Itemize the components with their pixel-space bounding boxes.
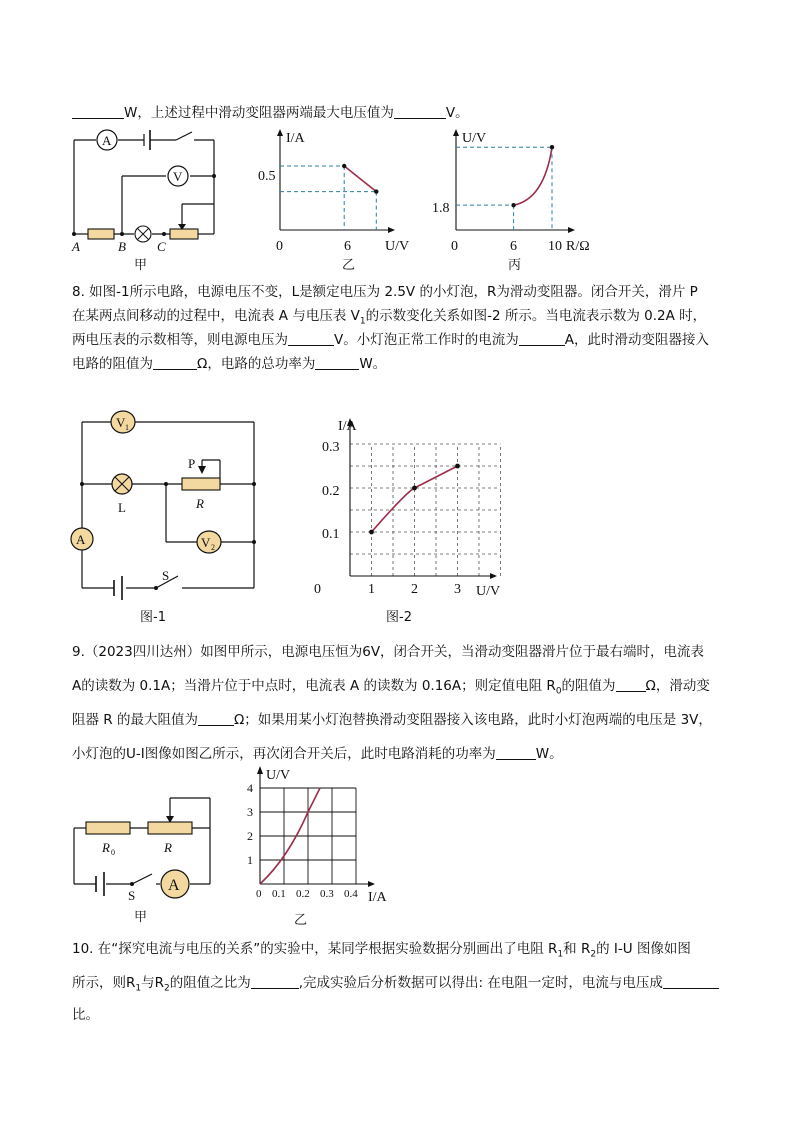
q8-line-3: 两电压表的示数相等，则电源电压为 V。小灯泡正常工作时的电流为 A，此时滑动变阻器接入 xyxy=(72,332,709,348)
q8-circuit-fig1 xyxy=(70,404,270,628)
svg-text:0.2: 0.2 xyxy=(322,484,340,499)
rheostat-icon xyxy=(182,478,220,490)
svg-text:R: R xyxy=(196,496,204,511)
svg-text:0.1: 0.1 xyxy=(322,527,340,542)
answer-blank[interactable] xyxy=(288,331,334,346)
svg-text:U/V: U/V xyxy=(462,131,487,146)
answer-blank[interactable] xyxy=(663,974,719,989)
svg-text:甲: 甲 xyxy=(134,910,148,925)
answer-blank[interactable] xyxy=(496,745,536,760)
q9-circuit-jia xyxy=(68,790,218,926)
svg-text:0: 0 xyxy=(256,888,262,900)
q9-graph-yi xyxy=(240,760,400,932)
q10-line-2: 所示，则$R_1$与$R_2$的阻值之比为 ,完成实验后分析数据可以得出: 在电阻一定时，电流与电压成 xyxy=(72,974,719,998)
svg-text:I/A: I/A xyxy=(368,890,387,905)
svg-text:0.2: 0.2 xyxy=(296,888,310,900)
q8-line-1: 8. 如图-1所示电路，电源电压不变，L是额定电压为 2.5V 的小灯泡，R为滑动变阻器。闭合开关，滑片 P xyxy=(72,284,698,300)
answer-blank[interactable] xyxy=(394,104,446,119)
svg-text:V: V xyxy=(116,415,126,430)
svg-text:I/A: I/A xyxy=(338,419,357,434)
q9-line-4: 小灯泡的U-I图像如图乙所示，再次闭合开关后，此时电路消耗的功率为 W。 xyxy=(72,746,563,762)
rheostat-icon xyxy=(170,229,198,239)
q9-line-2: A的读数为 0.1A；当滑片位于中点时，电流表 A 的读数为 0.16A；则定值电阻 $R_0$的阻值为 Ω，滑动变 xyxy=(72,678,710,697)
svg-text:丙: 丙 xyxy=(508,258,522,273)
svg-text:6: 6 xyxy=(510,239,517,254)
svg-text:1: 1 xyxy=(125,423,129,432)
svg-text:图-1: 图-1 xyxy=(140,610,166,625)
svg-text:0.3: 0.3 xyxy=(320,888,334,900)
answer-blank[interactable] xyxy=(198,711,234,726)
data-point xyxy=(550,145,554,149)
svg-text:2: 2 xyxy=(247,829,253,843)
answer-blank[interactable] xyxy=(153,355,197,370)
answer-blank[interactable] xyxy=(72,104,124,119)
data-point xyxy=(511,203,515,207)
q7-graph-yi xyxy=(258,126,418,274)
svg-text:R/Ω: R/Ω xyxy=(566,239,590,254)
svg-text:S: S xyxy=(162,568,170,583)
svg-text:2: 2 xyxy=(411,582,418,597)
svg-text:0.5: 0.5 xyxy=(258,169,276,184)
q7-graph-bing xyxy=(430,126,600,274)
svg-text:V: V xyxy=(173,169,183,184)
svg-text:U/V: U/V xyxy=(476,584,501,599)
svg-text:U/V: U/V xyxy=(385,239,410,254)
svg-text:3: 3 xyxy=(454,582,461,597)
svg-text:A: A xyxy=(168,877,180,894)
svg-text:2: 2 xyxy=(211,543,215,552)
q7-answer-line: W，上述过程中滑动变阻器两端最大电压值为 V。 xyxy=(72,104,469,122)
svg-text:图-2: 图-2 xyxy=(386,610,412,625)
q9-line-1: 9.（2023四川达州）如图甲所示，电源电压恒为6V，闭合开关，当滑动变阻器滑片位于最右端时，电流表 xyxy=(72,644,705,660)
data-curve xyxy=(514,147,552,205)
svg-text:4: 4 xyxy=(247,781,253,795)
svg-text:1.8: 1.8 xyxy=(432,201,450,216)
answer-blank[interactable] xyxy=(519,331,565,346)
svg-text:0.1: 0.1 xyxy=(272,888,286,900)
q10-line-3: 比。 xyxy=(72,1007,99,1023)
svg-text:乙: 乙 xyxy=(342,258,356,273)
data-point xyxy=(342,164,346,168)
svg-text:I/A: I/A xyxy=(286,131,305,146)
svg-text:R: R xyxy=(102,840,110,855)
svg-text:1: 1 xyxy=(247,853,253,867)
answer-blank[interactable] xyxy=(251,974,299,989)
svg-text:L: L xyxy=(118,500,126,515)
svg-text:1: 1 xyxy=(368,582,375,597)
svg-text:0.3: 0.3 xyxy=(322,440,340,455)
data-point xyxy=(455,464,460,469)
data-line xyxy=(344,166,376,192)
svg-text:B: B xyxy=(118,239,126,254)
q7-circuit-jia xyxy=(66,124,226,274)
data-point xyxy=(374,189,378,193)
q8-line-4: 电路的阻值为 Ω，电路的总功率为 W。 xyxy=(72,356,387,372)
q8-graph-fig2 xyxy=(300,410,515,628)
answer-blank[interactable] xyxy=(315,355,359,370)
svg-text:U/V: U/V xyxy=(266,768,291,783)
svg-text:R: R xyxy=(164,840,172,855)
svg-text:0: 0 xyxy=(314,582,321,597)
svg-text:P: P xyxy=(188,456,196,471)
data-curve xyxy=(372,466,458,532)
svg-text:3: 3 xyxy=(247,805,253,819)
q9-line-3: 阻器 R 的最大阻值为 Ω；如果用某小灯泡替换滑动变阻器接入该电路，此时小灯泡两端的电压是 3V， xyxy=(72,712,712,728)
svg-text:10: 10 xyxy=(548,239,562,254)
svg-text:0: 0 xyxy=(111,848,115,857)
svg-text:0.4: 0.4 xyxy=(344,888,358,900)
svg-text:A: A xyxy=(72,239,80,254)
svg-text:0: 0 xyxy=(451,239,458,254)
resistor-icon xyxy=(88,229,114,239)
resistor-r0-icon xyxy=(86,822,130,834)
svg-text:甲: 甲 xyxy=(134,258,148,273)
svg-text:C: C xyxy=(157,239,166,254)
svg-text:A: A xyxy=(102,133,112,148)
svg-text:V: V xyxy=(201,535,211,550)
q8-line-2: 在某两点间移动的过程中，电流表 A 与电压表 $V_1$的示数变化关系如图-2 所示。当电流表示数为 0.2A 时， xyxy=(72,308,707,327)
svg-text:乙: 乙 xyxy=(294,913,308,928)
data-point xyxy=(369,530,374,535)
answer-blank[interactable] xyxy=(616,677,646,692)
svg-text:0: 0 xyxy=(276,239,283,254)
q10-line-1: 10. 在“探究电流与电压的关系”的实验中，某同学根据实验数据分别画出了电阻 $R_1$和 $R_2$的 I-U 图像如图 xyxy=(72,941,691,960)
svg-text:S: S xyxy=(128,888,136,903)
rheostat-icon xyxy=(148,822,192,834)
svg-text:6: 6 xyxy=(344,239,351,254)
data-point xyxy=(412,486,417,491)
svg-text:A: A xyxy=(76,532,86,547)
